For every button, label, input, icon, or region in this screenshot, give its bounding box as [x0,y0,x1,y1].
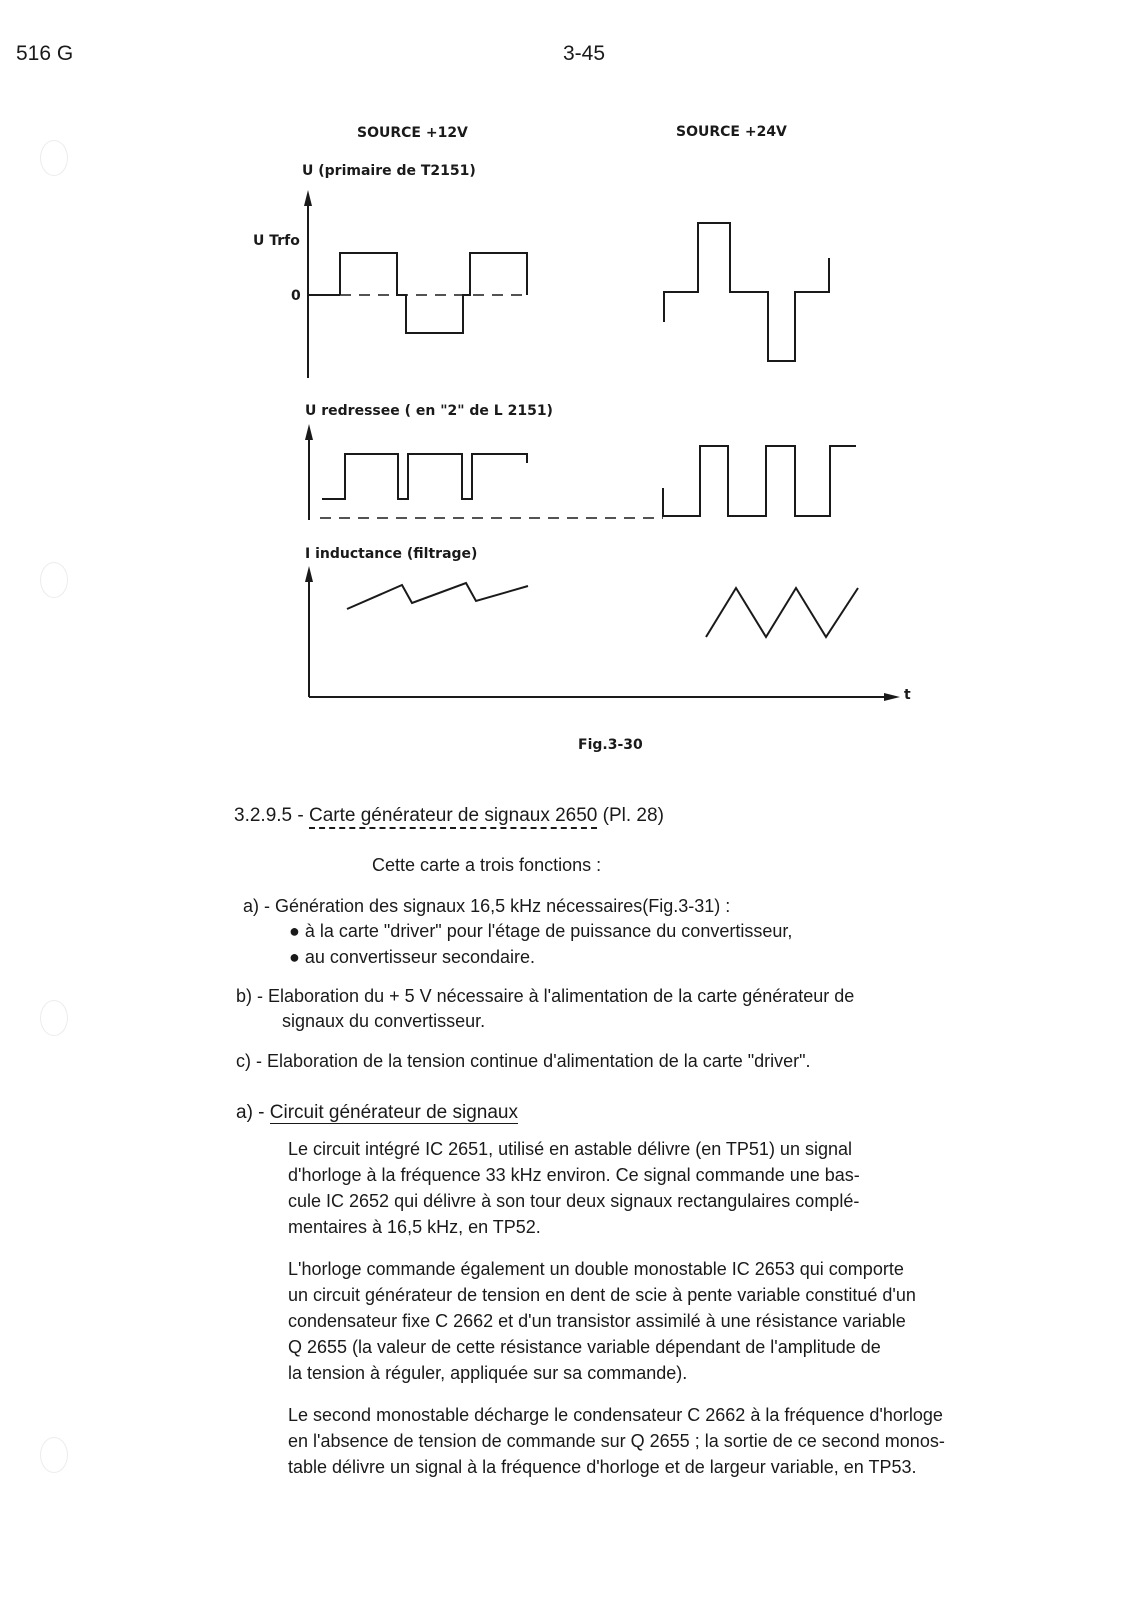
paragraph-line: en l'absence de tension de commande sur Q 2655 ; la sortie de ce second monos- [288,1431,945,1451]
paragraph-line: Le second monostable décharge le condensateur C 2662 à la fréquence d'horloge [288,1405,943,1425]
waveform-12v-primary [340,253,527,333]
label-t-axis: t [904,687,911,703]
paragraph-line: condensateur fixe C 2662 et d'un transistor assimilé à une résistance variable [288,1311,906,1331]
arrow-up-icon [305,566,313,582]
waveform-12v-current [347,583,528,609]
paragraph-line: la tension à réguler, appliquée sur sa commande). [288,1363,688,1383]
arrow-right-icon [884,693,900,701]
arrow-up-icon [304,190,312,206]
label-u-trfo: U Trfo [253,233,300,249]
document-id: 516 G [16,42,74,65]
paragraph-line: Le circuit intégré IC 2651, utilisé en astable délivre (en TP51) un signal [288,1139,852,1159]
label-u-rectified: U redressee ( en "2" de L 2151) [305,403,553,419]
section-reference: (Pl. 28) [597,805,664,826]
paragraph-line: L'horloge commande également un double monostable IC 2653 qui comporte [288,1259,904,1279]
page-number: 3-45 [563,42,606,65]
label-source-24v: SOURCE +24V [676,124,787,140]
section-number: 3.2.9.5 - [234,805,309,826]
punch-hole-mark [40,1437,68,1473]
section-intro: Cette carte a trois fonctions : [372,855,602,875]
label-source-12v: SOURCE +12V [357,125,468,141]
paragraph-line: Q 2655 (la valeur de cette résistance variable dépendant de l'amplitude de [288,1337,881,1357]
paragraph-line: cule IC 2652 qui délivre à son tour deux signaux rectangulaires complé- [288,1191,860,1211]
waveform-24v-current [706,588,858,637]
item-c-line: c) - Elaboration de la tension continue d'alimentation de la carte "driver". [236,1051,811,1071]
section-title: Carte générateur de signaux 2650 [309,805,597,829]
waveform-24v-rectified [663,446,856,516]
waveform-12v-rectified [322,454,527,499]
item-a-line: a) - Génération des signaux 16,5 kHz nécessaires(Fig.3-31) : [243,896,731,916]
paragraph-line: mentaires à 16,5 kHz, en TP52. [288,1217,541,1237]
label-zero: 0 [291,288,301,304]
paragraph-line: table délivre un signal à la fréquence d'horloge et de largeur variable, en TP53. [288,1457,917,1477]
item-b-line: b) - Elaboration du + 5 V nécessaire à l'alimentation de la carte générateur de [236,986,855,1006]
subsection-heading [236,1100,518,1126]
subsection-title: Circuit générateur de signaux [269,1102,518,1123]
paragraph-line: d'horloge à la fréquence 33 kHz environ. Ce signal commande une bas- [288,1165,860,1185]
figure-caption: Fig.3-30 [578,737,643,753]
label-u-primary: U (primaire de T2151) [302,163,476,179]
item-a-bullet: ● au convertisseur secondaire. [289,947,535,967]
label-i-inductance: I inductance (filtrage) [305,546,478,562]
arrow-up-icon [305,424,313,440]
paragraph-line: un circuit générateur de tension en dent de scie à pente variable constitué d'un [288,1285,916,1305]
item-b-line: signaux du convertisseur. [282,1011,486,1031]
item-a-bullet: ● à la carte "driver" pour l'étage de puissance du convertisseur, [289,921,793,941]
section-heading [234,803,664,829]
punch-hole-mark [40,1000,68,1036]
waveform-24v-primary [664,223,829,361]
waveform-figure [0,0,1132,760]
subsection-prefix: a) - [236,1102,270,1123]
